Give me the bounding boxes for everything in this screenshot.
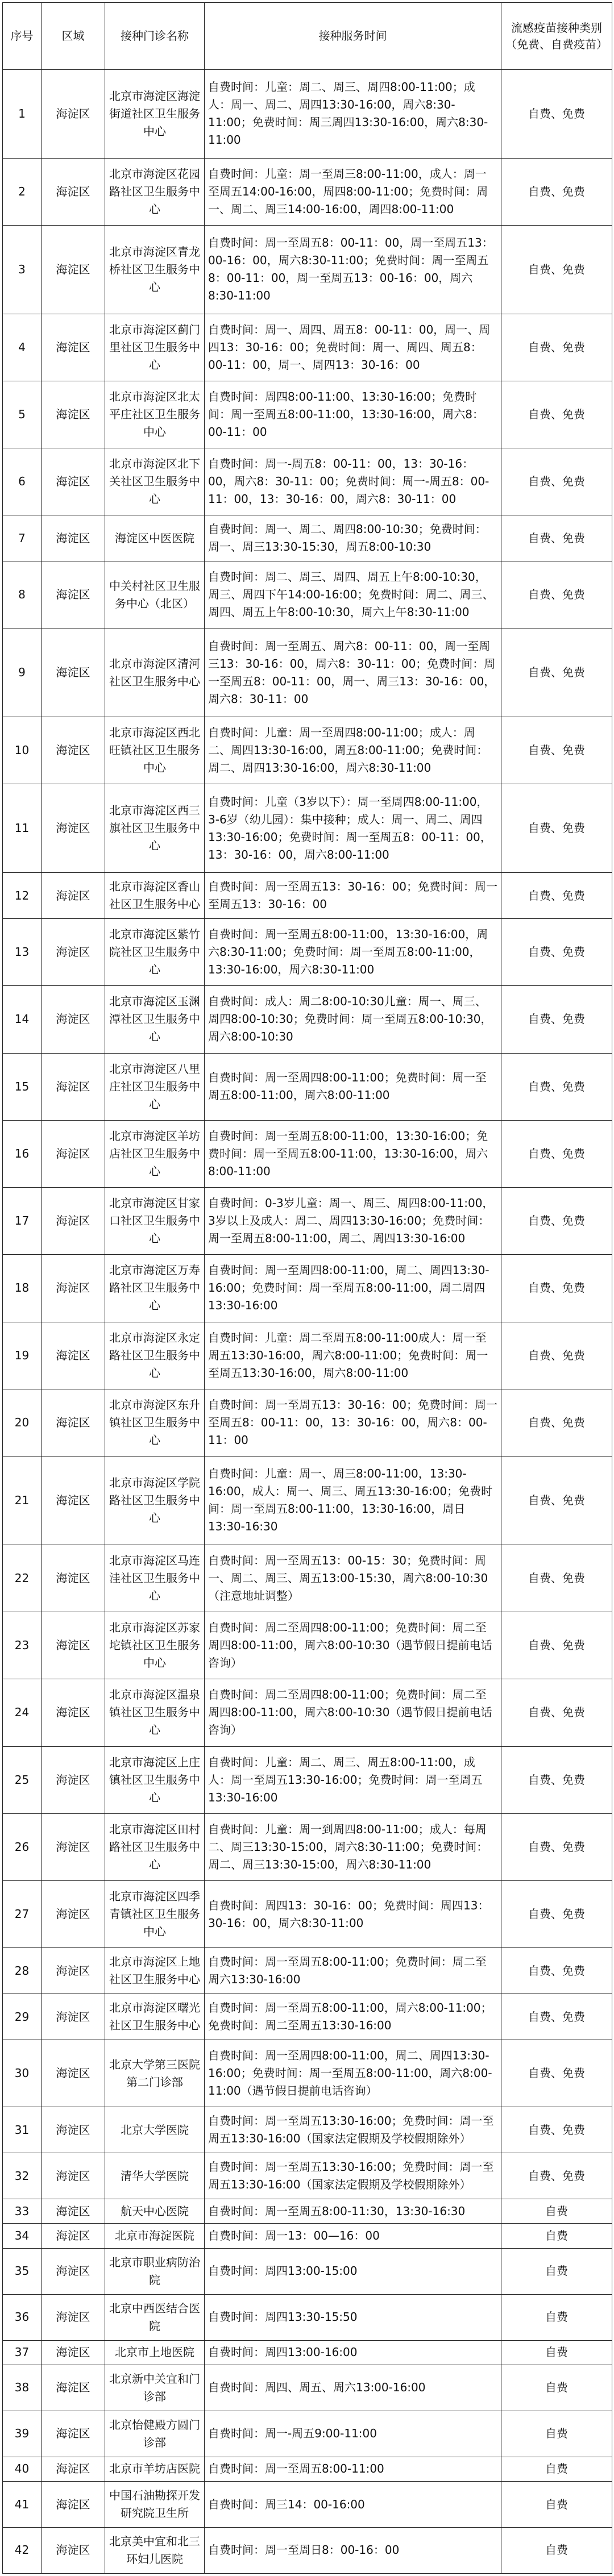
row-number-cell: 28 — [3, 1948, 42, 1994]
clinic-name-cell: 北京市海淀区青龙桥社区卫生服务中心 — [105, 225, 205, 314]
row-number-cell: 25 — [3, 1746, 42, 1813]
service-time-cell: 自费时间：周四13:00-16:00 — [205, 2340, 501, 2365]
clinic-name-cell: 北京市海淀区学院路社区卫生服务中心 — [105, 1456, 205, 1545]
row-number-cell: 15 — [3, 1053, 42, 1120]
table-body — [3, 70, 612, 2574]
row-number-cell: 8 — [3, 561, 42, 629]
service-time-cell: 自费时间：周三14：00-16:00 — [205, 2482, 501, 2528]
district-cell: 海淀区 — [42, 158, 105, 225]
clinic-name-cell: 北京市海淀区甘家口社区卫生服务中心 — [105, 1188, 205, 1255]
row-number-cell: 38 — [3, 2365, 42, 2411]
service-time-cell: 自费时间：周一至周四8:00-11:00，周二、周四13:30-16:00；免费时间：周一至周五8:00-11:00，周二周四13:30-16:00 — [205, 1255, 501, 1322]
clinic-name-cell: 航天中心医院 — [105, 2199, 205, 2224]
service-time-cell: 自费时间：儿童：周二至周五8:00-11:00成人：周一至周五13:30-16:00，周六8:00-11:00；免费时间：周一至周五13:30-16:00，周六8:00-11:00 — [205, 1322, 501, 1389]
district-cell: 海淀区 — [42, 1120, 105, 1187]
vaccine-type-cell: 自费、免费 — [501, 1322, 612, 1389]
service-time-cell: 自费时间：周一、周二、周四8:00-10:30；免费时间：周一、周三13:30-15:30，周五8:00-10:30 — [205, 515, 501, 561]
district-cell: 海淀区 — [42, 561, 105, 629]
clinic-name-cell: 北京市海淀区上地社区卫生服务中心 — [105, 1948, 205, 1994]
district-cell: 海淀区 — [42, 2040, 105, 2107]
row-number-cell: 23 — [3, 1612, 42, 1679]
clinic-name-cell: 北京市羊坊店医院 — [105, 2457, 205, 2481]
clinic-name-cell: 北京市海淀区四季青镇社区卫生服务中心 — [105, 1881, 205, 1948]
table-row — [3, 1120, 612, 1187]
district-cell: 海淀区 — [42, 1389, 105, 1456]
district-cell: 海淀区 — [42, 918, 105, 985]
service-time-cell: 自费时间：成人：周二8:00-10:30儿童：周一、周三、周四8:00-10:30；免费时间：周一至周五8:00-10:30，周六8:00-10:30 — [205, 986, 501, 1053]
row-number-cell: 40 — [3, 2457, 42, 2481]
clinic-name-cell: 北京市海淀区田村路社区卫生服务中心 — [105, 1813, 205, 1880]
table-row — [3, 986, 612, 1053]
district-cell: 海淀区 — [42, 314, 105, 381]
table-row — [3, 2199, 612, 2224]
row-number-cell: 4 — [3, 314, 42, 381]
table-row — [3, 2153, 612, 2199]
service-time-cell: 自费时间：周一至周五8:00-11:30，13:30-16:30 — [205, 2199, 501, 2224]
vaccine-type-cell: 自费、免费 — [501, 515, 612, 561]
clinic-name-cell: 北京市海淀区北太平庄社区卫生服务中心 — [105, 381, 205, 448]
row-number-cell: 41 — [3, 2482, 42, 2528]
district-cell: 海淀区 — [42, 1545, 105, 1612]
row-number-cell: 1 — [3, 70, 42, 159]
vaccine-type-cell: 自费、免费 — [501, 986, 612, 1053]
service-time-cell: 自费时间：周一至周四8:00-11:00，周二、周四13:30-16:00；免费时间：周一至周五8:00-11:00，周六8:00-11:00（遇节假日提前电话咨询） — [205, 2040, 501, 2107]
service-time-cell: 自费时间：儿童：周一、周三8:00-11:00，13:30-16:00，成人：周一、周三、周五13:30-16:00；免费时间：周一至周五8:00-11:00，13:30-16:00，周日13:30-16:30 — [205, 1456, 501, 1545]
vaccine-type-cell: 自费、免费 — [501, 1994, 612, 2040]
table-row — [3, 158, 612, 225]
vaccine-type-cell: 自费 — [501, 2527, 612, 2573]
service-time-cell: 自费时间：儿童：周一至周三8:00-11:00，成人：周一至周五14:00-16:00，周四8:00-11:00；免费时间：周一、周二、周三14:00-16:00，周四8:00-11:00 — [205, 158, 501, 225]
table-row — [3, 1813, 612, 1880]
service-time-cell: 自费时间：周四13:00-15:00 — [205, 2248, 501, 2294]
clinic-name-cell: 北京市海淀区海淀街道社区卫生服务中心 — [105, 70, 205, 159]
table-row — [3, 314, 612, 381]
vaccine-type-cell: 自费、免费 — [501, 1746, 612, 1813]
table-row — [3, 2411, 612, 2457]
service-time-cell: 自费时间：儿童：周一至周四8:00-11:00；成人：周二、周四13:30-16:00，周五8:00-11:00；免费时间：周二、周四13:30-16:00，周六8:30-11:00 — [205, 717, 501, 784]
vaccine-type-cell: 自费 — [501, 2457, 612, 2481]
service-time-cell: 自费时间：周一至周五13：00-15：30；免费时间：周一、周二、周三、周五13:00-15:30，周六8:00-10:30（注意地址调整） — [205, 1545, 501, 1612]
header-service-time: 接种服务时间 — [205, 3, 501, 70]
table-row — [3, 2294, 612, 2340]
vaccine-type-cell: 自费、免费 — [501, 1389, 612, 1456]
row-number-cell: 37 — [3, 2340, 42, 2365]
clinic-name-cell: 中关村社区卫生服务中心（北区） — [105, 561, 205, 629]
service-time-cell: 自费时间：周一至周日8：00-16：00 — [205, 2527, 501, 2573]
clinic-name-cell: 北京市海淀区万寿路社区卫生服务中心 — [105, 1255, 205, 1322]
row-number-cell: 19 — [3, 1322, 42, 1389]
vaccine-type-cell: 自费、免费 — [501, 158, 612, 225]
header-no: 序号 — [3, 3, 42, 70]
service-time-cell: 自费时间：周一-周五9:00-11:00 — [205, 2411, 501, 2457]
row-number-cell: 42 — [3, 2527, 42, 2573]
clinic-name-cell: 北京市海淀区北下关社区卫生服务中心 — [105, 448, 205, 515]
table-row — [3, 2248, 612, 2294]
table-row — [3, 515, 612, 561]
table-row — [3, 1746, 612, 1813]
table-row — [3, 1322, 612, 1389]
vaccine-type-cell: 自费、免费 — [501, 70, 612, 159]
row-number-cell: 10 — [3, 717, 42, 784]
service-time-cell: 自费时间：儿童：周二、周三、周四8:00-11:00；成人：周一、周二、周四13:30-16:00，周六8:30-11:00；免费时间：周三周四13:30-16:00，周六8:30-11:00 — [205, 70, 501, 159]
service-time-cell: 自费时间：周四8:00-11:00、13:30-16:00；免费时间：周一至周五8:00-11:00，13:30-16:00，周六8：00-11：00 — [205, 381, 501, 448]
row-number-cell: 29 — [3, 1994, 42, 2040]
row-number-cell: 31 — [3, 2107, 42, 2153]
table-row — [3, 873, 612, 919]
district-cell: 海淀区 — [42, 2224, 105, 2248]
table-row — [3, 1679, 612, 1746]
vaccine-type-cell: 自费、免费 — [501, 381, 612, 448]
district-cell: 海淀区 — [42, 2365, 105, 2411]
clinic-name-cell: 北京市海淀区曙光社区卫生服务中心 — [105, 1994, 205, 2040]
service-time-cell: 自费时间：周一至周五13:30-16:00；免费时间：周一至周五13:30-16:00（国家法定假期及学校假期除外） — [205, 2107, 501, 2153]
clinic-name-cell: 北京市海淀区苏家坨镇社区卫生服务中心 — [105, 1612, 205, 1679]
clinic-name-cell: 北京市职业病防治院 — [105, 2248, 205, 2294]
vaccine-type-cell: 自费、免费 — [501, 1120, 612, 1187]
district-cell: 海淀区 — [42, 1679, 105, 1746]
table-row — [3, 2224, 612, 2248]
clinic-name-cell: 北京大学医院 — [105, 2107, 205, 2153]
clinic-name-cell: 北京市海淀区马连洼社区卫生服务中心 — [105, 1545, 205, 1612]
service-time-cell: 自费时间：周二至周四8:00-11:00；免费时间：周二至周四8:00-11:00，周六8:00-10:30（遇节假日提前电话咨询） — [205, 1679, 501, 1746]
table-row — [3, 1255, 612, 1322]
clinic-name-cell: 北京市海淀区紫竹院社区卫生服务中心 — [105, 918, 205, 985]
table-row — [3, 561, 612, 629]
clinic-name-cell: 北京市海淀区花园路社区卫生服务中心 — [105, 158, 205, 225]
row-number-cell: 18 — [3, 1255, 42, 1322]
row-number-cell: 20 — [3, 1389, 42, 1456]
vaccine-type-cell: 自费 — [501, 2340, 612, 2365]
row-number-cell: 12 — [3, 873, 42, 919]
vaccine-type-cell: 自费、免费 — [501, 1053, 612, 1120]
district-cell: 海淀区 — [42, 381, 105, 448]
vaccine-type-cell: 自费 — [501, 2365, 612, 2411]
table-row — [3, 2040, 612, 2107]
district-cell: 海淀区 — [42, 1881, 105, 1948]
district-cell: 海淀区 — [42, 515, 105, 561]
table-row — [3, 2527, 612, 2573]
table-row — [3, 717, 612, 784]
district-cell: 海淀区 — [42, 225, 105, 314]
district-cell: 海淀区 — [42, 2153, 105, 2199]
vaccine-type-cell: 自费、免费 — [501, 561, 612, 629]
clinic-name-cell: 北京新中关宜和门诊部 — [105, 2365, 205, 2411]
table-row — [3, 784, 612, 873]
vaccine-type-cell: 自费、免费 — [501, 1255, 612, 1322]
vaccine-type-cell: 自费、免费 — [501, 873, 612, 919]
district-cell: 海淀区 — [42, 1948, 105, 1994]
row-number-cell: 32 — [3, 2153, 42, 2199]
district-cell: 海淀区 — [42, 1746, 105, 1813]
clinic-name-cell: 北京市海淀区温泉镇社区卫生服务中心 — [105, 1679, 205, 1746]
vaccine-type-cell: 自费、免费 — [501, 448, 612, 515]
service-time-cell: 自费时间：周一至周五8：00-11：00，周一至周五13：00-16：00，周六8:30-11:00；免费时间：周一至周五8：00-11：00，周一至周五13：00-16：00，周六8:30-11:00 — [205, 225, 501, 314]
clinic-name-cell: 北京市上地医院 — [105, 2340, 205, 2365]
clinic-name-cell: 北京大学第三医院第二门诊部 — [105, 2040, 205, 2107]
clinic-name-cell: 海淀区中医医院 — [105, 515, 205, 561]
service-time-cell: 自费时间：周二、周三、周四、周五上午8:00-10:30，周三、周四下午14:00-16:00；免费时间：周二、周三、周四、周五上午8:00-10:30，周六上午8:30-11:00 — [205, 561, 501, 629]
clinic-name-cell: 北京市海淀区永定路社区卫生服务中心 — [105, 1322, 205, 1389]
clinic-name-cell: 北京怡健殿方圆门诊部 — [105, 2411, 205, 2457]
vaccine-type-cell: 自费、免费 — [501, 1881, 612, 1948]
service-time-cell: 自费时间：儿童：周二、周三、周五8:00-11:00，成人：周一至周五13:30-16:00；免费时间：周一至周五13:30-16:00 — [205, 1746, 501, 1813]
row-number-cell: 5 — [3, 381, 42, 448]
district-cell: 海淀区 — [42, 2340, 105, 2365]
vaccine-type-cell: 自费 — [501, 2411, 612, 2457]
clinic-name-cell: 北京市海淀区上庄镇社区卫生服务中心 — [105, 1746, 205, 1813]
district-cell: 海淀区 — [42, 2107, 105, 2153]
table-row — [3, 2482, 612, 2528]
district-cell: 海淀区 — [42, 873, 105, 919]
row-number-cell: 3 — [3, 225, 42, 314]
district-cell: 海淀区 — [42, 2457, 105, 2481]
service-time-cell: 自费时间：周四13：30-16：00；免费时间：周四13：30-16：00，周六8:30-11:00 — [205, 1881, 501, 1948]
district-cell: 海淀区 — [42, 629, 105, 717]
service-time-cell: 自费时间：周四13:30-15:50 — [205, 2294, 501, 2340]
service-time-cell: 自费时间：周一至周五13:30-16:00；免费时间：周一至周五13:30-16:00（国家法定假期及学校假期除外） — [205, 2153, 501, 2199]
clinic-name-cell: 北京市海淀区玉渊潭社区卫生服务中心 — [105, 986, 205, 1053]
district-cell: 海淀区 — [42, 1994, 105, 2040]
row-number-cell: 2 — [3, 158, 42, 225]
table-row — [3, 70, 612, 159]
vaccine-type-cell: 自费、免费 — [501, 2153, 612, 2199]
row-number-cell: 34 — [3, 2224, 42, 2248]
clinic-name-cell: 北京市海淀区西北旺镇社区卫生服务中心 — [105, 717, 205, 784]
row-number-cell: 26 — [3, 1813, 42, 1880]
vaccine-type-cell: 自费、免费 — [501, 1188, 612, 1255]
district-cell: 海淀区 — [42, 986, 105, 1053]
vaccine-type-cell: 自费 — [501, 2199, 612, 2224]
vaccine-type-cell: 自费、免费 — [501, 314, 612, 381]
vaccine-type-cell: 自费、免费 — [501, 225, 612, 314]
district-cell: 海淀区 — [42, 2248, 105, 2294]
row-number-cell: 30 — [3, 2040, 42, 2107]
table-row — [3, 1188, 612, 1255]
clinic-name-cell: 北京市海淀区羊坊店社区卫生服务中心 — [105, 1120, 205, 1187]
service-time-cell: 自费时间：周一至周五8:00-11:00，13:30-16:00；免费时间：周一至周五8:00-11:00，13:30-16:00，周六8:00-11:00 — [205, 1120, 501, 1187]
vaccine-type-cell: 自费 — [501, 2482, 612, 2528]
district-cell: 海淀区 — [42, 2199, 105, 2224]
service-time-cell: 自费时间：周一至周五13：30-16：00；免费时间：周一至周五13：30-16：00 — [205, 873, 501, 919]
table-row — [3, 1994, 612, 2040]
table-row — [3, 381, 612, 448]
service-time-cell: 自费时间：周一至周五8:00-11:00 — [205, 2457, 501, 2481]
district-cell: 海淀区 — [42, 2294, 105, 2340]
district-cell: 海淀区 — [42, 717, 105, 784]
table-row — [3, 225, 612, 314]
table-row — [3, 1456, 612, 1545]
row-number-cell: 27 — [3, 1881, 42, 1948]
vaccine-type-cell: 自费、免费 — [501, 717, 612, 784]
row-number-cell: 22 — [3, 1545, 42, 1612]
district-cell: 海淀区 — [42, 448, 105, 515]
service-time-cell: 自费时间：周一至周五、周六8：00-11：00，周一至周三13：30-16：00，周六8：30-11：00；免费时间：周一至周五8：00-11：00，周一、周三13：30-16：00，周六8：30-11：00 — [205, 629, 501, 717]
table-row — [3, 629, 612, 717]
row-number-cell: 9 — [3, 629, 42, 717]
district-cell: 海淀区 — [42, 70, 105, 159]
row-number-cell: 39 — [3, 2411, 42, 2457]
vaccine-type-cell: 自费 — [501, 2248, 612, 2294]
service-time-cell: 自费时间：周一13：00—16：00 — [205, 2224, 501, 2248]
table-row — [3, 1389, 612, 1456]
district-cell: 海淀区 — [42, 1053, 105, 1120]
district-cell: 海淀区 — [42, 2482, 105, 2528]
row-number-cell: 21 — [3, 1456, 42, 1545]
vaccine-type-cell: 自费、免费 — [501, 1813, 612, 1880]
service-time-cell: 自费时间：周一至周五8:00-11:00，周六8:00-11:00；免费时间：周二至周五13:30-16:00 — [205, 1994, 501, 2040]
district-cell: 海淀区 — [42, 784, 105, 873]
row-number-cell: 14 — [3, 986, 42, 1053]
table-row — [3, 448, 612, 515]
table-row — [3, 1053, 612, 1120]
district-cell: 海淀区 — [42, 1255, 105, 1322]
vaccine-type-cell: 自费 — [501, 2224, 612, 2248]
clinic-name-cell: 北京市海淀区东升镇社区卫生服务中心 — [105, 1389, 205, 1456]
service-time-cell: 自费时间：周一至周五13：30-16：00；免费时间：周一至周五8：00-11：00，13：30-16：00，周六8：00-11：00 — [205, 1389, 501, 1456]
row-number-cell: 7 — [3, 515, 42, 561]
table-row — [3, 1948, 612, 1994]
vaccine-type-cell: 自费、免费 — [501, 1948, 612, 1994]
district-cell: 海淀区 — [42, 2527, 105, 2573]
clinic-name-cell: 北京中西医结合医院 — [105, 2294, 205, 2340]
vaccine-type-cell: 自费、免费 — [501, 2040, 612, 2107]
vaccine-type-cell: 自费、免费 — [501, 2107, 612, 2153]
service-time-cell: 自费时间：0-3岁儿童：周一、周三、周四8:00-11:00，3岁以上及成人：周二、周四13:30-16:00；免费时间：周一至周五8:00-11:00，周二、周四13:30-16:00 — [205, 1188, 501, 1255]
vaccine-type-cell: 自费、免费 — [501, 629, 612, 717]
vaccine-type-cell: 自费、免费 — [501, 784, 612, 873]
clinic-name-cell: 北京美中宜和北三环妇儿医院 — [105, 2527, 205, 2573]
vaccine-type-cell: 自费、免费 — [501, 1456, 612, 1545]
table-row — [3, 2107, 612, 2153]
service-time-cell: 自费时间：周二至周四8:00-11:00；免费时间：周二至周四8:00-11:00，周六8:00-10:30（遇节假日提前电话咨询） — [205, 1612, 501, 1679]
table-row — [3, 1612, 612, 1679]
district-cell: 海淀区 — [42, 1188, 105, 1255]
district-cell: 海淀区 — [42, 2411, 105, 2457]
service-time-cell: 自费时间：周一至周四8:00-11:00；免费时间：周一至周五8:00-11:00，周六8:00-11:00 — [205, 1053, 501, 1120]
header-vaccine-type: 流感疫苗接种类别（免费、自费疫苗） — [501, 3, 612, 70]
clinic-name-cell: 北京市海淀区蓟门里社区卫生服务中心 — [105, 314, 205, 381]
clinic-name-cell: 中国石油勘探开发研究院卫生所 — [105, 2482, 205, 2528]
service-time-cell: 自费时间：儿童（3岁以下）：周一至周四8:00-11:00，3-6岁（幼儿园）：集中接种；成人：周一、周二、周四13:30-16:00；免费时间：周一至周五8：00-11：00，13：30-16：00，周六8:00-11:00 — [205, 784, 501, 873]
service-time-cell: 自费时间：周一-周五8：00-11：00，13：30-16：00，周六8：30-11：00；免费时间：周一-周五8：00-11：00，13：30-16：00，周六8：30-11：00 — [205, 448, 501, 515]
table-row — [3, 2457, 612, 2481]
row-number-cell: 6 — [3, 448, 42, 515]
row-number-cell: 36 — [3, 2294, 42, 2340]
row-number-cell: 33 — [3, 2199, 42, 2224]
table-row — [3, 2340, 612, 2365]
header-clinic-name: 接种门诊名称 — [105, 3, 205, 70]
district-cell: 海淀区 — [42, 1813, 105, 1880]
header-district: 区域 — [42, 3, 105, 70]
vaccine-type-cell: 自费、免费 — [501, 1612, 612, 1679]
row-number-cell: 11 — [3, 784, 42, 873]
row-number-cell: 35 — [3, 2248, 42, 2294]
table-row — [3, 1545, 612, 1612]
service-time-cell: 自费时间：周四、周五、周六13:00-16:00 — [205, 2365, 501, 2411]
table-header-row — [3, 3, 612, 70]
clinic-name-cell: 北京市海淀区八里庄社区卫生服务中心 — [105, 1053, 205, 1120]
clinic-name-cell: 北京市海淀医院 — [105, 2224, 205, 2248]
service-time-cell: 自费时间：周一至周五8:00-11:00；免费时间：周二至周六13:30-16:00 — [205, 1948, 501, 1994]
clinic-name-cell: 北京市海淀区西三旗社区卫生服务中心 — [105, 784, 205, 873]
vaccine-type-cell: 自费、免费 — [501, 918, 612, 985]
vaccine-type-cell: 自费 — [501, 2294, 612, 2340]
vaccine-type-cell: 自费、免费 — [501, 1679, 612, 1746]
district-cell: 海淀区 — [42, 1322, 105, 1389]
service-time-cell: 自费时间：周一、周四、周五8：00-11：00，周一、周四13：30-16：00；免费时间：周一、周四、周五8：00-11：00，周一、周四13：30-16：00 — [205, 314, 501, 381]
vaccine-type-cell: 自费、免费 — [501, 1545, 612, 1612]
vaccination-clinic-table-sheet — [2, 2, 612, 2574]
table-row — [3, 918, 612, 985]
district-cell: 海淀区 — [42, 1612, 105, 1679]
clinic-name-cell: 北京市海淀区清河社区卫生服务中心 — [105, 629, 205, 717]
row-number-cell: 17 — [3, 1188, 42, 1255]
district-cell: 海淀区 — [42, 1456, 105, 1545]
table-row — [3, 1881, 612, 1948]
service-time-cell: 自费时间：周一至周五8:00-11:00，13:30-16:00，周六8:30-11:00；免费时间：周一至周五8:00-11:00，13:30-16:00，周六8:30-11:00 — [205, 918, 501, 985]
row-number-cell: 24 — [3, 1679, 42, 1746]
row-number-cell: 13 — [3, 918, 42, 985]
service-time-cell: 自费时间：儿童：周一到周四8:00-11:00；成人：每周二、周三13:30-15:00，周六8:30-11:00；免费时间：周二、周三13:30-15:00，周六8:30-11:00 — [205, 1813, 501, 1880]
table-row — [3, 2365, 612, 2411]
clinic-name-cell: 清华大学医院 — [105, 2153, 205, 2199]
clinic-name-cell: 北京市海淀区香山社区卫生服务中心 — [105, 873, 205, 919]
clinic-table — [2, 2, 612, 2574]
row-number-cell: 16 — [3, 1120, 42, 1187]
